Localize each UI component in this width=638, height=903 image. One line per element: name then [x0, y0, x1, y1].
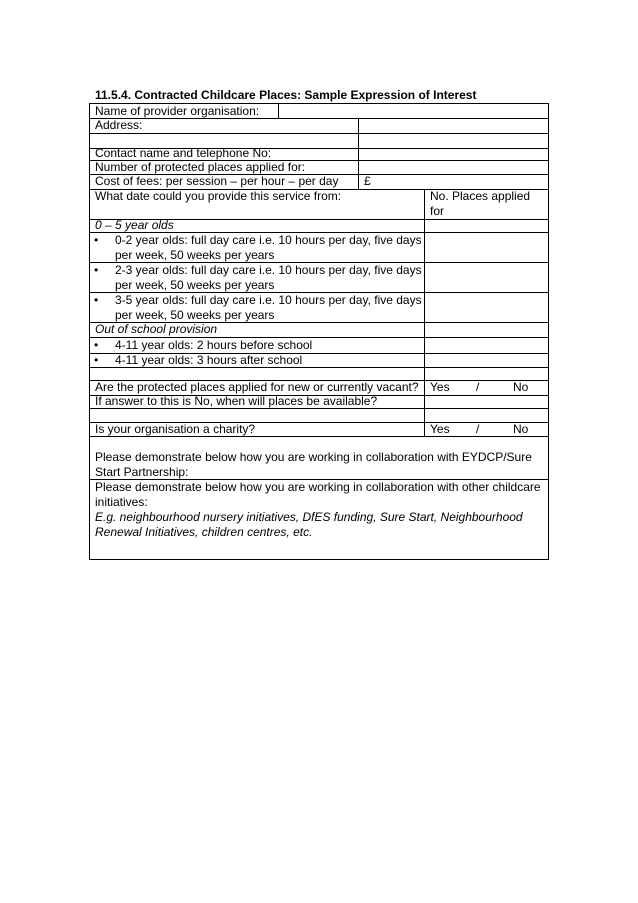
- age-2-3-text-line2: per week, 50 weeks per years: [115, 278, 275, 292]
- address-field[interactable]: [359, 118, 548, 148]
- eydcp-line1: Please demonstrate below how you are working in collaboration with EYDCP/Sure: [95, 450, 532, 464]
- bullet: •: [94, 233, 99, 247]
- age-3-5-row: [90, 293, 424, 322]
- age-2-3-places-field[interactable]: [425, 263, 548, 292]
- provider-name-label: Name of provider organisation:: [95, 104, 260, 118]
- age-0-5-heading: 0 – 5 year olds: [95, 218, 174, 232]
- bullet: •: [94, 338, 99, 352]
- address-label: Address:: [95, 118, 143, 132]
- charity-yes-no[interactable]: [425, 422, 548, 436]
- protected-places-label: Number of protected places applied for:: [95, 160, 306, 174]
- date-label: What date could you provide this service from:: [95, 189, 342, 203]
- age-2-3-row: [90, 263, 424, 292]
- vacant-question: Are the protected places applied for new or currently vacant?: [95, 380, 419, 394]
- slash-separator: /: [476, 422, 480, 436]
- after-school-places-field[interactable]: [425, 353, 548, 367]
- bullet: •: [94, 293, 99, 307]
- after-school-row: [90, 353, 424, 367]
- vacant-yes-no[interactable]: [425, 380, 548, 395]
- after-school-text: 4-11 year olds: 3 hours after school: [115, 353, 303, 367]
- age-3-5-places-field[interactable]: [425, 293, 548, 322]
- yes-option[interactable]: Yes: [430, 380, 450, 394]
- contact-field[interactable]: [359, 148, 548, 160]
- protected-places-field[interactable]: [359, 160, 548, 174]
- age-0-2-text-line1: 0-2 year olds: full day care i.e. 10 hours per day, five days: [115, 233, 422, 247]
- no-option[interactable]: No: [513, 380, 529, 394]
- age-3-5-text-line2: per week, 50 weeks per years: [115, 308, 275, 322]
- cost-label: Cost of fees: per session – per hour – per day: [95, 174, 339, 188]
- charity-question: Is your organisation a charity?: [95, 422, 256, 436]
- example-line2: Renewal Initiatives, children centres, etc.: [95, 525, 313, 539]
- slash-separator: /: [476, 380, 480, 394]
- age-0-2-row: [90, 233, 424, 262]
- availability-field[interactable]: [425, 395, 548, 422]
- places-header-line2: for: [430, 204, 445, 218]
- page-title: 11.5.4. Contracted Childcare Places: Sample Expression of Interest: [95, 88, 477, 102]
- age-0-2-places-field[interactable]: [425, 233, 548, 262]
- out-of-school-heading: Out of school provision: [95, 322, 218, 336]
- other-line2: initiatives:: [95, 495, 148, 509]
- before-school-places-field[interactable]: [425, 338, 548, 353]
- bullet: •: [94, 353, 99, 367]
- eydcp-prompt: [90, 450, 548, 479]
- expression-of-interest-form: [89, 103, 549, 560]
- example-line1: E.g. neighbourhood nursery initiatives, DfES funding, Sure Start, Neighbourhood: [95, 510, 523, 524]
- other-line1: Please demonstrate below how you are working in collaboration with other childcare: [95, 480, 541, 494]
- availability-question: If answer to this is No, when will places be available?: [95, 394, 378, 408]
- age-0-2-text-line2: per week, 50 weeks per years: [115, 248, 275, 262]
- places-header: [425, 189, 548, 219]
- age-3-5-text-line1: 3-5 year olds: full day care i.e. 10 hours per day, five days: [115, 293, 422, 307]
- bullet: •: [94, 263, 99, 277]
- no-option[interactable]: No: [513, 422, 529, 436]
- provider-name-field[interactable]: [279, 104, 548, 118]
- eydcp-line2: Start Partnership:: [95, 465, 189, 479]
- age-2-3-text-line1: 2-3 year olds: full day care i.e. 10 hours per day, five days: [115, 263, 422, 277]
- before-school-row: [90, 338, 424, 353]
- cost-currency-field[interactable]: £: [364, 174, 371, 188]
- yes-option[interactable]: Yes: [430, 422, 450, 436]
- before-school-text: 4-11 year olds: 2 hours before school: [115, 338, 313, 352]
- other-initiatives-prompt: [90, 480, 548, 559]
- contact-label: Contact name and telephone No:: [95, 146, 272, 160]
- places-header-line1: No. Places applied: [430, 189, 531, 203]
